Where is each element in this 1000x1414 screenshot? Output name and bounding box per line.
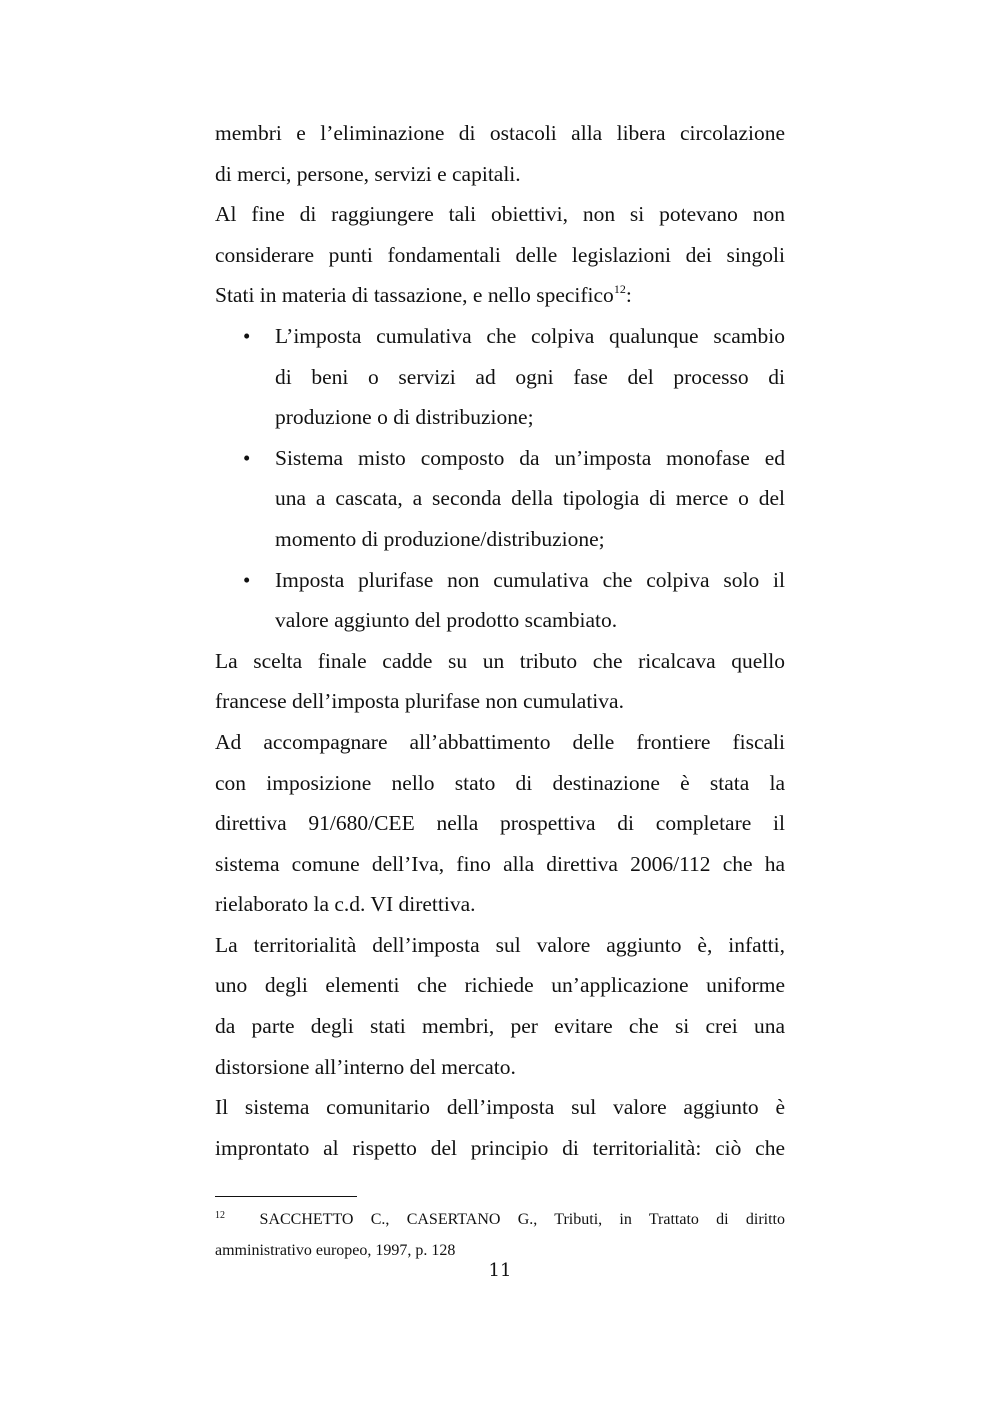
footnote-line: amministrativo europeo, 1997, p. 128 xyxy=(215,1242,456,1259)
body-line: considerare punti fondamentali delle legislazioni dei singoli xyxy=(215,242,785,267)
bullet-item-2-line: una a cascata, a seconda della tipologia di merce o del xyxy=(275,486,785,511)
bullet-list xyxy=(215,316,785,641)
bullet-icon: • xyxy=(243,567,251,592)
bullet-text: Imposta plurifase non cumulativa che colpiva solo il xyxy=(275,567,785,592)
bullet-item-1-line xyxy=(215,316,785,357)
body-line: con imposizione nello stato di destinazione è stata la xyxy=(215,770,785,795)
bullet-icon: • xyxy=(243,445,251,470)
footnote-text: SACCHETTO C., CASERTANO G., Tributi, in Trattato di diritto xyxy=(259,1211,786,1228)
body-line: Al fine di raggiungere tali obiettivi, non si potevano non xyxy=(215,202,785,227)
bullet-item-1-line: produzione o di distribuzione; xyxy=(275,405,534,430)
bullet-text: Sistema misto composto da un’imposta monofase ed xyxy=(275,445,785,470)
body-line: distorsione all’interno del mercato. xyxy=(215,1054,516,1079)
body-line: Il sistema comunitario dell’imposta sul valore aggiunto è xyxy=(215,1095,785,1120)
body-line: improntato al rispetto del principio di territorialità: ciò che xyxy=(215,1135,785,1160)
body-line-with-footnote-ref xyxy=(215,275,785,316)
bullet-item-2-line: momento di produzione/distribuzione; xyxy=(275,526,605,551)
body-line: La scelta finale cadde su un tributo che ricalcava quello xyxy=(215,648,785,673)
bullet-item-2-line xyxy=(215,438,785,479)
footnote-line xyxy=(215,1204,785,1235)
body-line: Ad accompagnare all’abbattimento delle frontiere fiscali xyxy=(215,729,785,754)
bullet-item-3-line xyxy=(215,560,785,601)
body-line-text: Stati in materia di tassazione, e nello specifico xyxy=(215,283,614,308)
footnote-reference[interactable]: 12 xyxy=(613,282,626,297)
bullet-item-3-line: valore aggiunto del prodotto scambiato. xyxy=(275,608,618,633)
footnote-number: 12 xyxy=(215,1210,225,1221)
footnote-separator xyxy=(215,1196,357,1197)
body-line: La territorialità dell’imposta sul valore aggiunto è, infatti, xyxy=(215,932,785,957)
document-body xyxy=(215,113,785,1168)
body-line: da parte degli stati membri, per evitare che si crei una xyxy=(215,1014,785,1039)
body-line-tail: : xyxy=(625,283,632,308)
page-number: 11 xyxy=(488,1260,512,1281)
bullet-icon: • xyxy=(243,323,251,348)
body-line: di merci, persone, servizi e capitali. xyxy=(215,161,521,186)
bullet-text: L’imposta cumulativa che colpiva qualunque scambio xyxy=(275,323,785,348)
body-line: sistema comune dell’Iva, fino alla direttiva 2006/112 che ha xyxy=(215,851,785,876)
body-line: uno degli elementi che richiede un’applicazione uniforme xyxy=(215,973,785,998)
body-line: rielaborato la c.d. VI direttiva. xyxy=(215,892,476,917)
body-line: membri e l’eliminazione di ostacoli alla libera circolazione xyxy=(215,121,785,145)
bullet-item-1-line: di beni o servizi ad ogni fase del processo di xyxy=(275,364,785,389)
footnote xyxy=(215,1204,785,1266)
body-line: direttiva 91/680/CEE nella prospettiva di completare il xyxy=(215,811,785,836)
body-line: francese dell’imposta plurifase non cumulativa. xyxy=(215,689,624,714)
